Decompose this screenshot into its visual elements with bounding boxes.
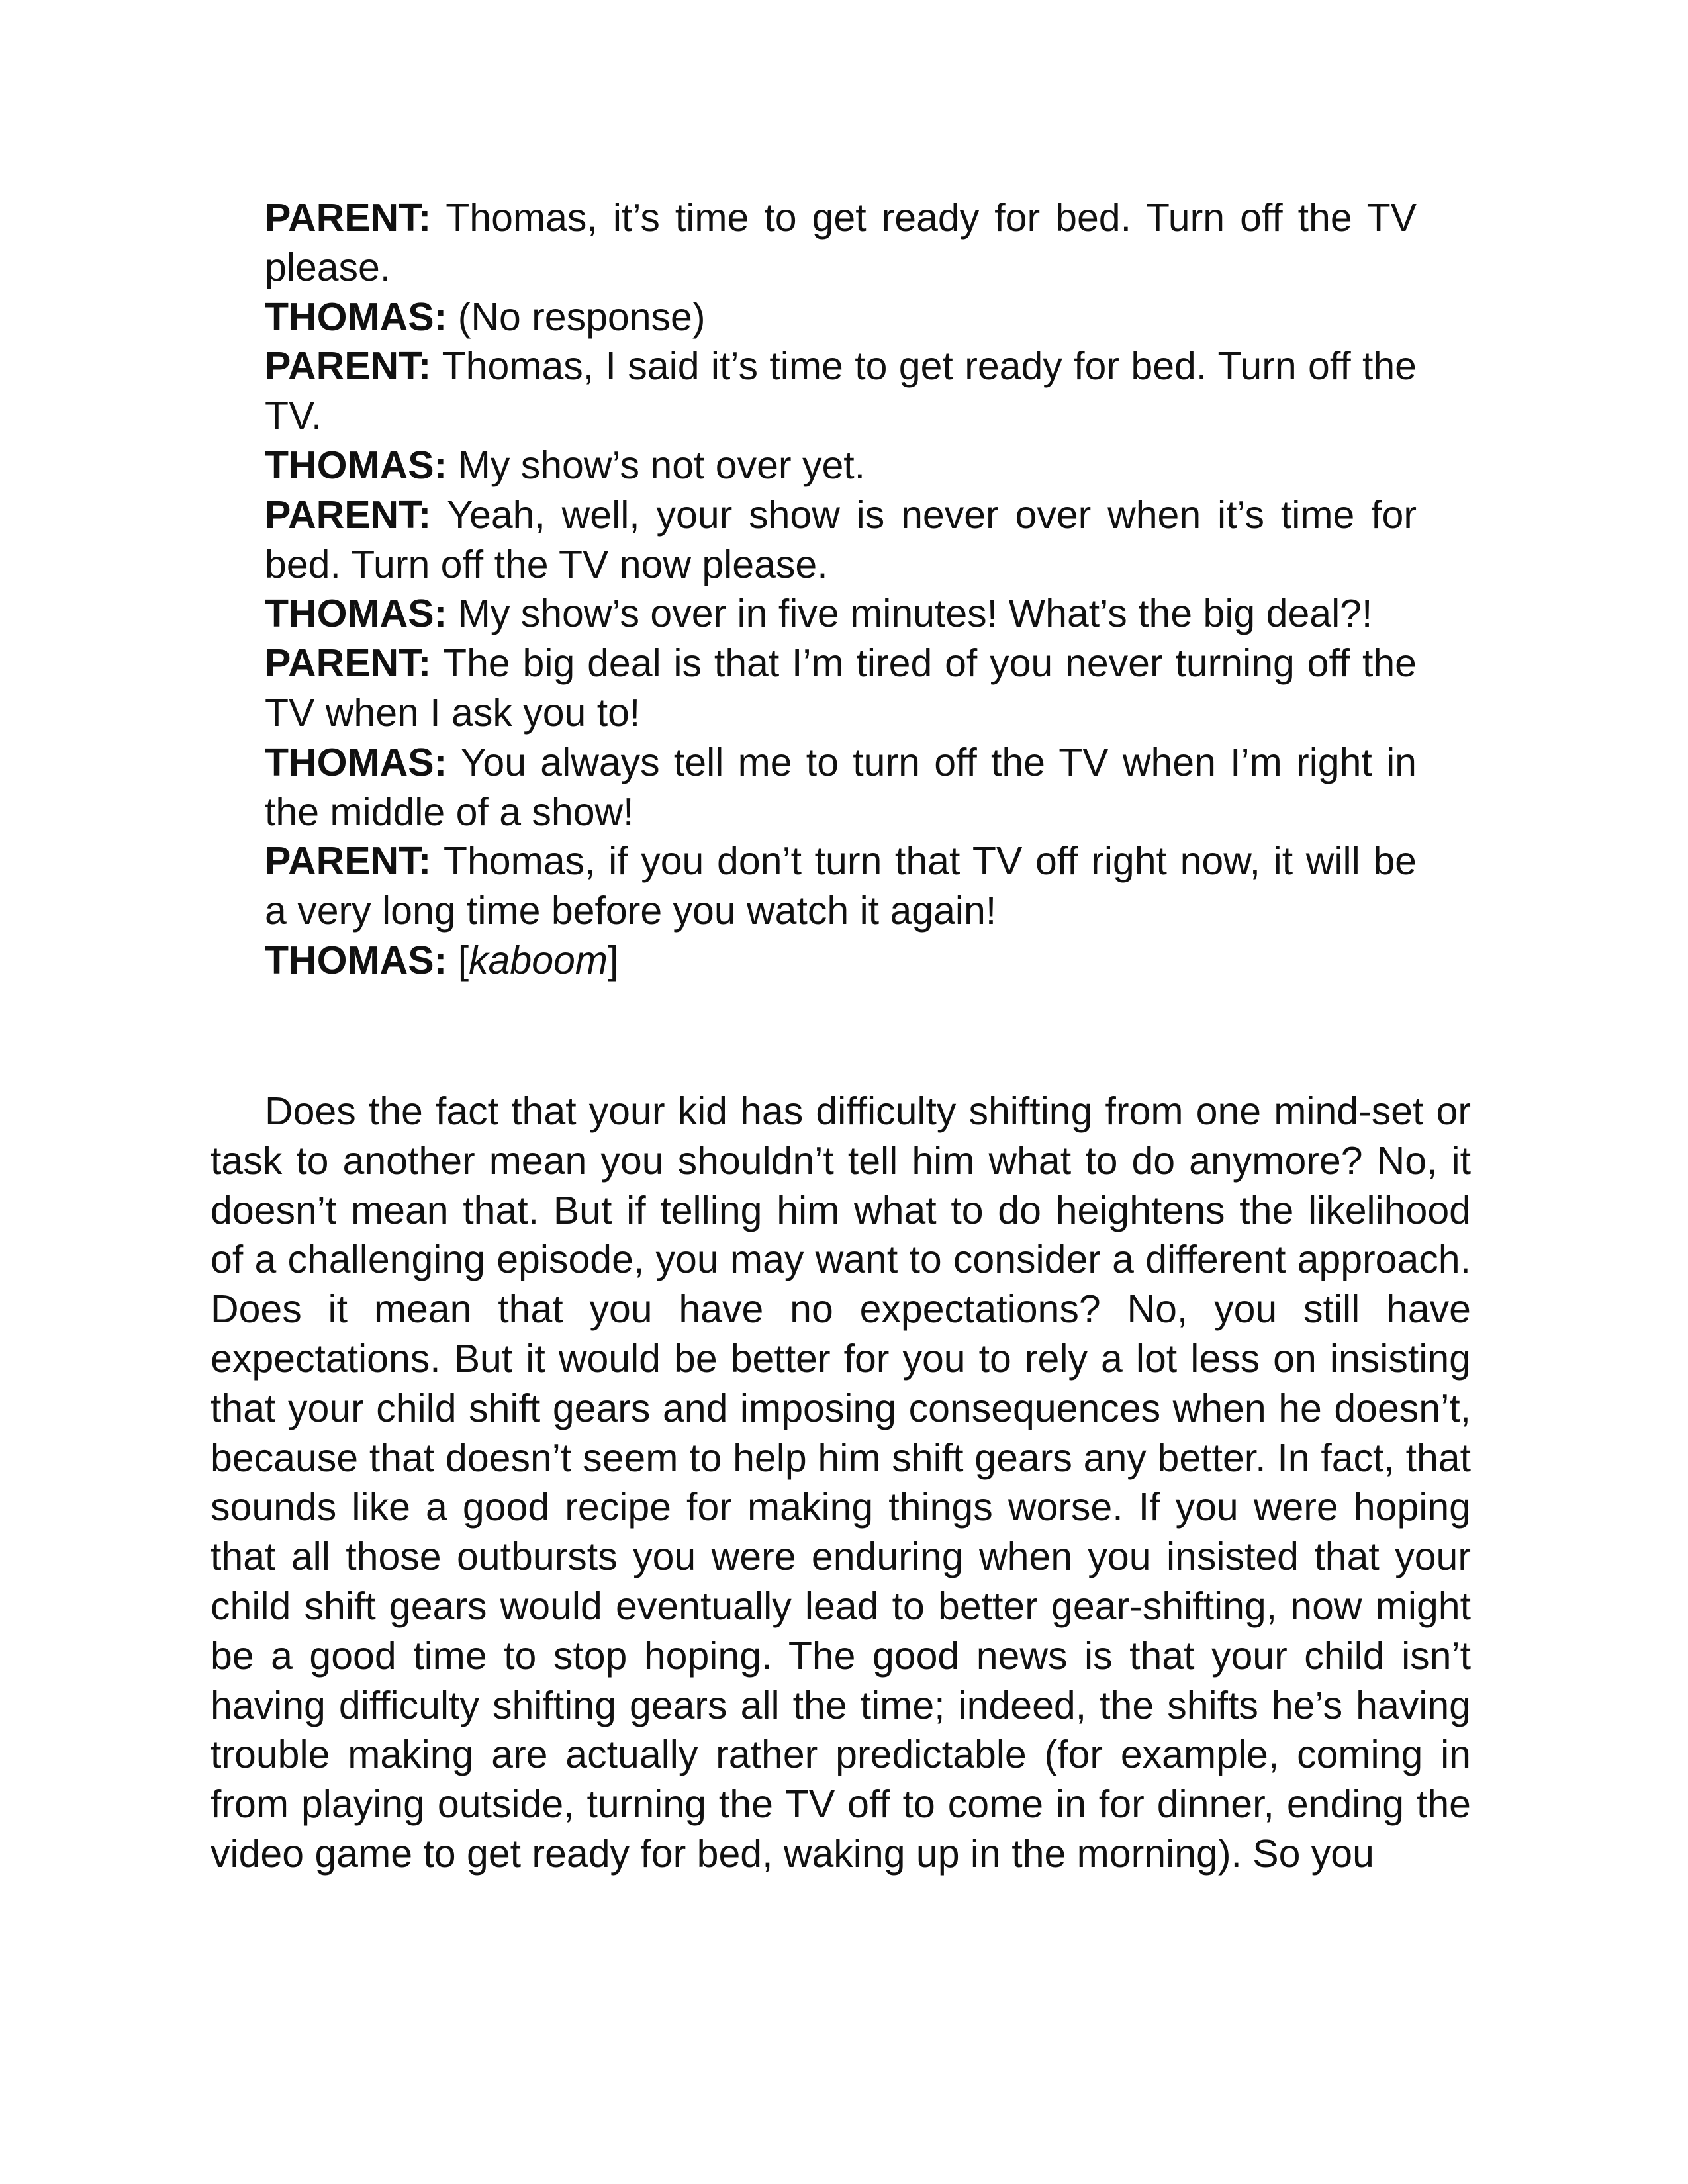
speaker-label: THOMAS: xyxy=(265,740,447,784)
dialogue-text: Thomas, if you don’t turn that TV off right now, it will be a very long time before you watch it again! xyxy=(265,839,1417,933)
dialogue-text-close-bracket: ] xyxy=(608,938,619,982)
dialogue-text: (No response) xyxy=(447,295,706,339)
speaker-label: PARENT: xyxy=(265,839,432,884)
dialogue-line xyxy=(265,837,1417,936)
dialogue-line xyxy=(265,639,1417,738)
dialogue-text: Yeah, well, your show is never over when it’s time for bed. Turn off the TV now please. xyxy=(265,492,1417,586)
speaker-label: THOMAS: xyxy=(265,938,447,982)
dialogue-line xyxy=(265,441,1417,490)
dialogue-line xyxy=(265,936,1417,985)
dialogue-text-italic: kaboom xyxy=(469,938,608,982)
dialogue-line xyxy=(265,193,1417,293)
dialogue-text: Thomas, I said it’s time to get ready for bed. Turn off the TV. xyxy=(265,344,1417,438)
dialogue-text: Thomas, it’s time to get ready for bed. Turn off the TV please. xyxy=(265,196,1417,289)
speaker-label: PARENT: xyxy=(265,492,432,537)
dialogue-text: The big deal is that I’m tired of you never turning off the TV when I ask you to! xyxy=(265,641,1417,735)
speaker-label: THOMAS: xyxy=(265,295,447,339)
speaker-label: PARENT: xyxy=(265,641,432,686)
speaker-label: THOMAS: xyxy=(265,592,447,636)
dialogue-line xyxy=(265,589,1417,639)
dialogue-block xyxy=(265,193,1417,985)
speaker-label: PARENT: xyxy=(265,344,432,388)
dialogue-line xyxy=(265,293,1417,342)
dialogue-line xyxy=(265,490,1417,590)
dialogue-text: You always tell me to turn off the TV when I’m right in the middle of a show! xyxy=(265,740,1417,834)
speaker-label: PARENT: xyxy=(265,196,432,240)
dialogue-text: My show’s not over yet. xyxy=(447,443,866,487)
dialogue-text: My show’s over in five minutes! What’s the big deal?! xyxy=(447,592,1373,636)
dialogue-line xyxy=(265,738,1417,837)
speaker-label: THOMAS: xyxy=(265,443,447,487)
body-paragraph: Does the fact that your kid has difficulty shifting from one mind-set or task to another mean you shouldn’t tell him what to do anymore? No, it doesn’t mean that. But if telling him what to do heightens the likelihood of a challenging episode, you may want to consider a different approach. Does it mean that you have no expectations? No, you still have expectations. But it would be better for you to rely a lot less on insisting that your child shift gears and imposing consequences when he doesn’t, because that doesn’t seem to help him shift gears any better. In fact, that sounds like a good recipe for making things worse. If you were hoping that all those outbursts you were enduring when you insisted that your child shift gears would eventually lead to better gear-shifting, now might be a good time to stop hoping. The good news is that your child isn’t having difficulty shifting gears all the time; indeed, the shifts he’s having trouble making are actually rather predictable (for example, coming in from playing outside, turning the TV off to come in for dinner, ending the video game to get ready for bed, waking up in the morning). So you xyxy=(211,1089,1471,1876)
dialogue-line xyxy=(265,341,1417,441)
dialogue-text-open-bracket: [ xyxy=(447,938,469,982)
